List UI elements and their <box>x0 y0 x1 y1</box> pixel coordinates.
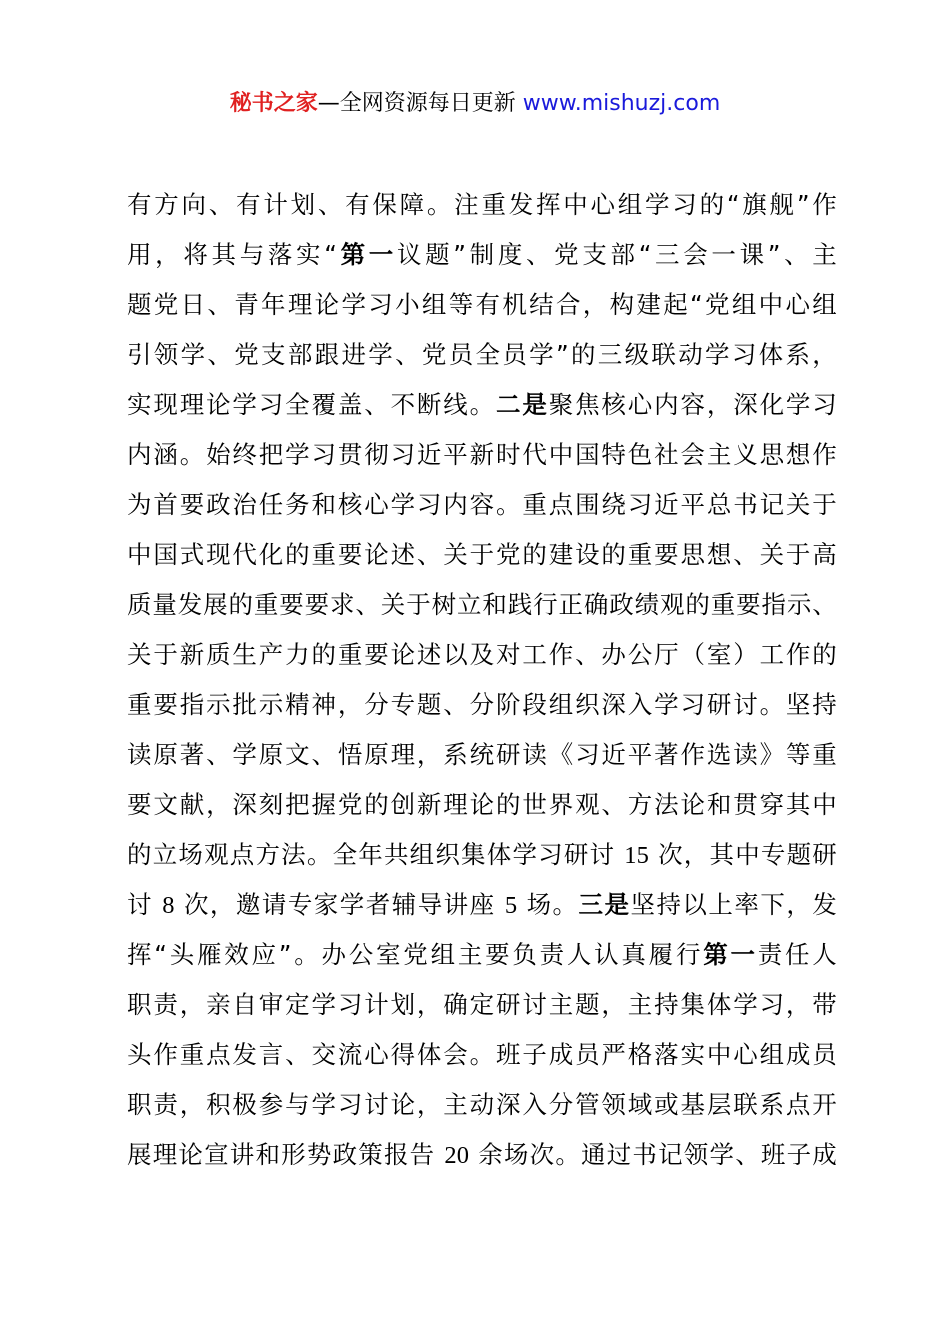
site-header <box>0 88 950 120</box>
text-run: 关于新质生产力的重要论述以及对工作、办公厅（室）工作的 <box>127 640 837 669</box>
text-line <box>127 830 837 880</box>
text-run: 头作重点发言、交流心得体会。班子成员严格落实中心组成员 <box>127 1040 837 1069</box>
text-line <box>127 580 837 630</box>
text-line <box>127 230 837 280</box>
text-run: 读原著、学原文、悟原理，系统研读《习近平著作选读》等重 <box>127 740 837 769</box>
text-run: 次，其中专题研 <box>649 840 837 869</box>
site-url-link[interactable]: www.mishuzj.com <box>522 91 721 116</box>
text-run: 5 <box>504 892 518 919</box>
text-run: 内涵。始终把学习贯彻习近平新时代中国特色社会主义思想作 <box>127 440 837 469</box>
text-run: 有方向、有计划、有保障。注重发挥中心组学习的“旗舰”作 <box>127 190 837 219</box>
text-run: 实现理论学习全覆盖、不断线。 <box>127 390 496 419</box>
text-run: 引领学、党支部跟进学、党员全员学”的三级联动学习体系， <box>127 340 837 369</box>
text-run: 场。 <box>517 890 579 919</box>
text-run: 挥“头雁效应”。办公室党组主要负责人认真履行 <box>127 940 704 969</box>
text-run: 为首要政治任务和核心学习内容。重点围绕习近平总书记关于 <box>127 490 837 519</box>
bold-text: 二是 <box>496 390 549 419</box>
text-line <box>127 630 837 680</box>
text-run: 次，邀请专家学者辅导讲座 <box>174 890 505 919</box>
text-run: 用，将其与落实“ <box>127 240 338 269</box>
text-run: 20 <box>444 1142 470 1169</box>
text-run: 展理论宣讲和形势政策报告 <box>127 1140 445 1169</box>
text-run: 题党日、青年理论学习小组等有机结合，构建起“党组中心组 <box>127 290 837 319</box>
text-line <box>127 1030 837 1080</box>
text-line <box>127 680 837 730</box>
bold-text: 第一 <box>337 240 397 269</box>
text-run: 的立场观点方法。全年共组织集体学习研讨 <box>127 840 625 869</box>
text-run: 重要指示批示精神，分专题、分阶段组织深入学习研讨。坚持 <box>127 690 837 719</box>
text-line <box>127 380 837 430</box>
text-line <box>127 330 837 380</box>
text-line <box>127 1130 837 1180</box>
bold-text: 第一 <box>703 940 758 969</box>
document-body <box>127 180 837 1180</box>
text-run: 议题”制度、党支部“三会一课”、主 <box>396 240 837 269</box>
text-line <box>127 530 837 580</box>
text-line <box>127 280 837 330</box>
text-line <box>127 480 837 530</box>
text-line <box>127 880 837 930</box>
text-line <box>127 1080 837 1130</box>
text-run: 责任人 <box>757 940 837 969</box>
text-run: 坚持以上率下，发 <box>630 890 837 919</box>
text-run: 中国式现代化的重要论述、关于党的建设的重要思想、关于高 <box>127 540 837 569</box>
text-run: 15 <box>624 842 650 869</box>
text-run: 聚焦核心内容，深化学习 <box>548 390 837 419</box>
text-run: 要文献，深刻把握党的创新理论的世界观、方法论和贯穿其中 <box>127 790 837 819</box>
text-run: 讨 <box>127 890 163 919</box>
text-line <box>127 730 837 780</box>
bold-text: 三是 <box>578 890 631 919</box>
site-brand: 秘书之家 <box>229 91 318 116</box>
text-run: 8 <box>162 892 175 919</box>
site-tagline: —全网资源每日更新 <box>317 91 523 116</box>
text-run: 质量发展的重要要求、关于树立和践行正确政绩观的重要指示、 <box>127 590 837 619</box>
text-run: 职责，亲自审定学习计划，确定研讨主题，主持集体学习，带 <box>127 990 837 1019</box>
text-line <box>127 980 837 1030</box>
text-run: 职责，积极参与学习讨论，主动深入分管领域或基层联系点开 <box>127 1090 837 1119</box>
text-line <box>127 780 837 830</box>
text-line <box>127 430 837 480</box>
text-line <box>127 930 837 980</box>
text-line <box>127 180 837 230</box>
text-run: 余场次。通过书记领学、班子成 <box>469 1140 837 1169</box>
